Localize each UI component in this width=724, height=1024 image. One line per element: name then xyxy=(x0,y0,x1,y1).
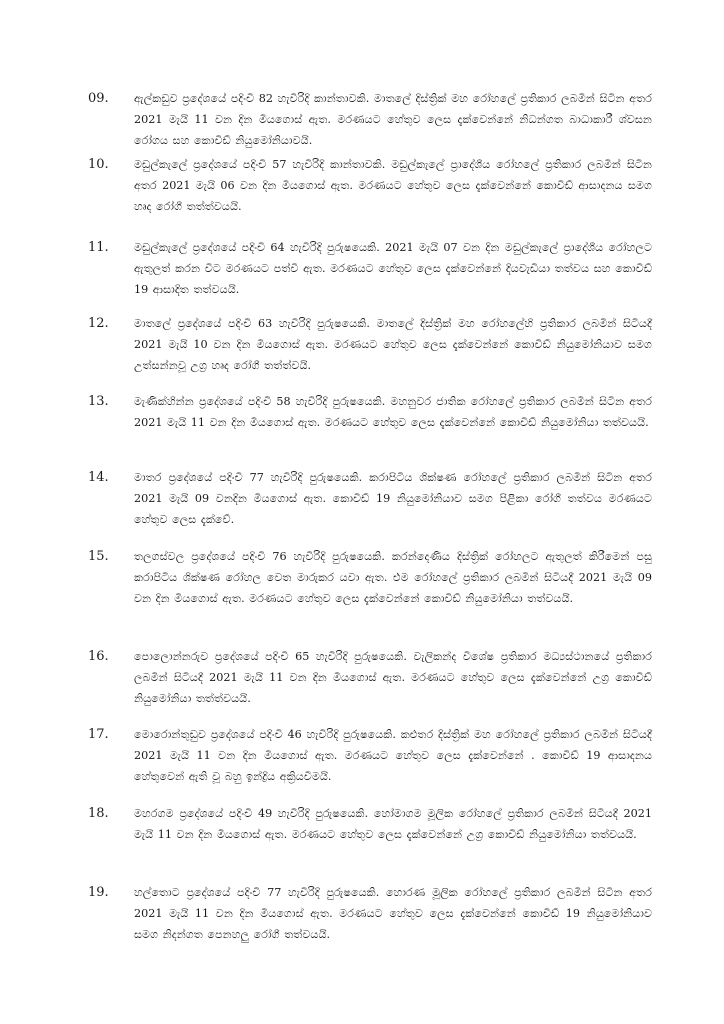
entry-text: මහරගම ප්‍රදේශයේ පදිංචි 49 හැවිරිදි පුරුෂයෙකි. හෝමාගම මූලික රෝහලේ ප්‍රතිකාර ලබමින් සිටියදී 2021 මැයි 11 වන දින මියගොස් ඇත. මරණයට හේතුව ලෙස දැක්වෙන්නේ උග්‍ර කොවිඩ් නියුමෝනියා තත්වයයි. xyxy=(134,807,652,841)
entry-number: 09. xyxy=(88,91,109,106)
entry-number: 16. xyxy=(88,649,109,664)
entry-text: මැණික්හින්න ප්‍රදේශයේ පදිංචි 58 හැවිරිදි පුරුෂයෙකි. මහනුවර ජාතික රෝහලේ ප්‍රතිකාර ලබමින් සිටින අතර 2021 මැයි 11 වන දින මියගොස් ඇත. මරණයට හේතුව ලෙස දැක්වෙන්නේ කොවිඩ් නියුමෝනියා තත්වයයි. xyxy=(134,395,652,429)
entry-number: 18. xyxy=(88,806,109,821)
entry-text: තලගස්වල ප්‍රදේශයේ පදිංචි 76 හැවිරිදි පුරුෂයෙකි. කරන්දෙණිය දිස්ත්‍රික් රෝහලට ඇතුලත් කිරීමෙන් පසු කරාපිටිය ශික්ෂණ රෝහල වෙත මාරුකර යවා ඇත. එම රෝහලේ ප්‍රතිකාර ලබමින් සිටියදී 2021 මැයි 09 වන දින මියගොස් ඇත. මරණයට හේතුව ලෙස දැක්වෙන්නේ කොවිඩ් නියුමෝනියා තත්වයයි. xyxy=(134,550,652,605)
entry-number: 11. xyxy=(88,240,109,255)
entry-text: මඩුල්කැලේ ප්‍රදේශයේ පදිංචි 64 හැවිරිදි පුරුෂයෙකි. 2021 මැයි 07 වන දින මඩුල්කැලේ ප්‍රාදේශීය රෝහලට ඇතුලත් කරන විට මරණයට පත්වී ඇත. මරණයට හේතුව ලෙස දැක්වෙන්නේ දියවැඩියා තත්වය සහ කොවිඩ් 19 ආසාදිත තත්වයයි. xyxy=(134,241,652,296)
entry-text: පොලොන්නරුව ප්‍රදේශයේ පදිංචි 65 හැවිරිදි පුරුෂයෙකි. වැලිකන්ද විශේෂ ප්‍රතිකාර මධ්‍යස්ථානයේ ප්‍රතිකාර ලබමින් සිටියදී 2021 මැයි 11 වන දින මියගොස් ඇත. මරණයට හේතුව ලෙස දැක්වෙන්නේ උග්‍ර කොවිඩ් නියුමෝනියා තත්ත්වයයි. xyxy=(134,650,652,705)
entry-number: 12. xyxy=(88,316,109,331)
entry-text: හල්තොට ප්‍රදේශයේ පදිංචි 77 හැවිරිදි පුරුෂයෙකි. හොරණ මූලික රෝහලේ ප්‍රතිකාර ලබමින් සිටින අතර 2021 මැයි 11 වන දින මියගොස් ඇත. මරණයට හේතුව ලෙස දැක්වෙන්නේ කොවිඩ් 19 නියුමෝනියාව සමග නිදන්ගත පෙනහලු රෝගී තත්වයයි. xyxy=(134,886,652,941)
entry-text: මාතලේ ප්‍රදේශයේ පදිංචි 63 හැවිරිදි පුරුෂයෙකි. මාතලේ දිස්ත්‍රික් මහ රෝහලේහි ප්‍රතිකාර ලබමින් සිටියදී 2021 මැයි 10 වන දින මියගොස් ඇත. මරණයට හේතුව ලෙස දැක්වෙන්නේ කොවිඩ් නියුමෝනියාව සමග උත්සන්නවූ උග්‍ර හෘද රෝගී තත්ත්වයි. xyxy=(134,317,652,372)
entry-number: 17. xyxy=(88,727,109,742)
entry-number: 14. xyxy=(88,470,109,485)
entry-text: මඩුල්කැලේ ප්‍රදේශයේ පදිංචි 57 හැවිරිදි කාන්තාවකි. මඩුල්කැලේ ප්‍රාදේශීය රෝහලේ ප්‍රතිකාර ලබමින් සිටින අතර 2021 මැයි 06 වන දින මියගොස් ඇත. මරණයට හේතුව ලෙස දැක්වෙන්නේ කොවිඩ් ආසාදනය සමග හෘද රෝගී තත්ත්වයයි. xyxy=(134,158,652,213)
entry-number: 19. xyxy=(88,885,109,900)
entry-number: 15. xyxy=(88,549,109,564)
entry-text: මාතර ප්‍රදේශයේ පදිංචි 77 හැවිරිදි පුරුෂයෙකි. කරාපිටිය ශික්ෂණ රෝහලේ ප්‍රතිකාර ලබමින් සිටින අතර 2021 මැයි 09 වනදින මියගොස් ඇත. කොවිඩ් 19 නියුමෝනියාව සමග පිළිකා රෝගී තත්වය මරණයට හේතුව ලෙස දැක්වේ. xyxy=(134,471,652,526)
entry-number: 10. xyxy=(88,157,109,172)
entry-number: 13. xyxy=(88,394,109,409)
entry-text: මොරොන්තුඩුව ප්‍රදේශයේ පදිංචි 46 හැවිරිදි පුරුෂයෙකි. කළුතර දිස්ත්‍රික් මහ රෝහලේ ප්‍රතිකාර ලබමින් සිටියදී 2021 මැයි 11 වන දින මියගොස් ඇත. මරණයට හේතුව ලෙස දැක්වෙන්නේ . කොවිඩ් 19 ආසාදනය හේතුවෙන් ඇති වූ බහු ඉන්ද්‍රිය අක්‍රියවීමයි. xyxy=(134,728,652,783)
entry-text: ඇල්කඩුව ප්‍රදේශයේ පදිංචි 82 හැවිරිදි කාන්තාවකි. මාතලේ දිස්ත්‍රික් මහ රෝහලේ ප්‍රතිකාර ලබමින් සිටින අතර 2021 මැයි 11 වන දින මියගොස් ඇත. මරණයට හේතුව ලෙස දැක්වෙන්නේ නිධන්ගත බාධාකාරී ශ්වසන රෝගය සහ කොවිඩ් නියුමෝනියාවයි. xyxy=(134,92,652,147)
